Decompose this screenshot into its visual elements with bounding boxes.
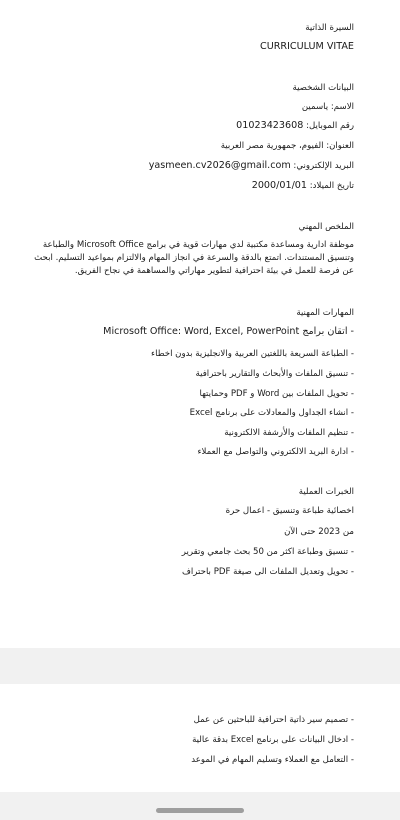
experience-role: اخصائية طباعة وتنسيق - اعمال حرة bbox=[225, 506, 354, 516]
document-page-2 bbox=[0, 684, 400, 792]
skill-item: - تنسيق الملفات والأبحاث والتقارير باحترافية bbox=[195, 369, 354, 379]
experience-item: - تنسيق وطباعة اكثر من 50 بحث جامعي وتقرير bbox=[181, 547, 354, 557]
personal-mobile bbox=[38, 120, 354, 132]
email-value: yasmeen.cv2026@gmail.com bbox=[148, 160, 291, 171]
personal-dob bbox=[38, 180, 354, 192]
personal-name: الاسم: ياسمين bbox=[301, 102, 354, 112]
home-indicator-bar bbox=[156, 808, 244, 813]
mobile-value: 01023423608 bbox=[236, 120, 304, 131]
skill-item: - اتقان برامج Microsoft Office: Word, Excel, PowerPoint bbox=[103, 326, 354, 337]
experience-heading: الخبرات العملية bbox=[298, 487, 354, 497]
email-label: البريد الإلكتروني: bbox=[293, 161, 354, 171]
skill-item: - الطباعة السريعة باللغتين العربية والانجليزية بدون اخطاء bbox=[151, 349, 354, 359]
page2-item: - ادخال البيانات على برنامج Excel بدقة عالية bbox=[192, 735, 354, 745]
personal-heading: البيانات الشخصية bbox=[292, 83, 354, 93]
title-english: CURRICULUM VITAE bbox=[260, 41, 354, 52]
page2-item: - التعامل مع العملاء وتسليم المهام في الموعد bbox=[191, 755, 354, 765]
title-arabic: السيرة الذاتية bbox=[305, 23, 354, 33]
summary-heading: الملخص المهني bbox=[298, 222, 354, 232]
personal-address: العنوان: الفيوم، جمهورية مصر العربية bbox=[220, 141, 354, 151]
skill-item: - انشاء الجداول والمعادلات على برنامج Excel bbox=[189, 408, 354, 418]
personal-email bbox=[38, 160, 354, 172]
page2-item: - تصميم سير ذاتية احترافية للباحثين عن عمل bbox=[193, 715, 354, 725]
experience-item: - تحويل وتعديل الملفات الى صيغة PDF باحتراف bbox=[182, 567, 354, 577]
skills-heading: المهارات المهنية bbox=[296, 308, 354, 318]
skill-item: - ادارة البريد الالكتروني والتواصل مع العملاء bbox=[197, 447, 354, 457]
skill-item: - تحويل الملفات بين Word و PDF وحمايتها bbox=[199, 389, 354, 399]
dob-label: تاريخ الميلاد: bbox=[309, 181, 354, 191]
skill-item: - تنظيم الملفات والأرشفة الالكترونية bbox=[224, 428, 354, 438]
dob-value: 2000/01/01 bbox=[251, 180, 308, 191]
mobile-label: رقم الموبايل: bbox=[306, 121, 354, 131]
experience-period: من 2023 حتى الآن bbox=[284, 527, 354, 537]
summary-text: موظفة ادارية ومساعدة مكتبية لدي مهارات قوية في برامج Microsoft Office والطباعة وتنسيق المستندات. اتمتع بالدقة والسرعة في انجاز المهام والالتزام بمواعيد التسليم. ابحث عن فرصة للعمل في بيئة احترافية لتطوير مهاراتي والمساهمة في نجاح الفريق. bbox=[34, 240, 354, 276]
